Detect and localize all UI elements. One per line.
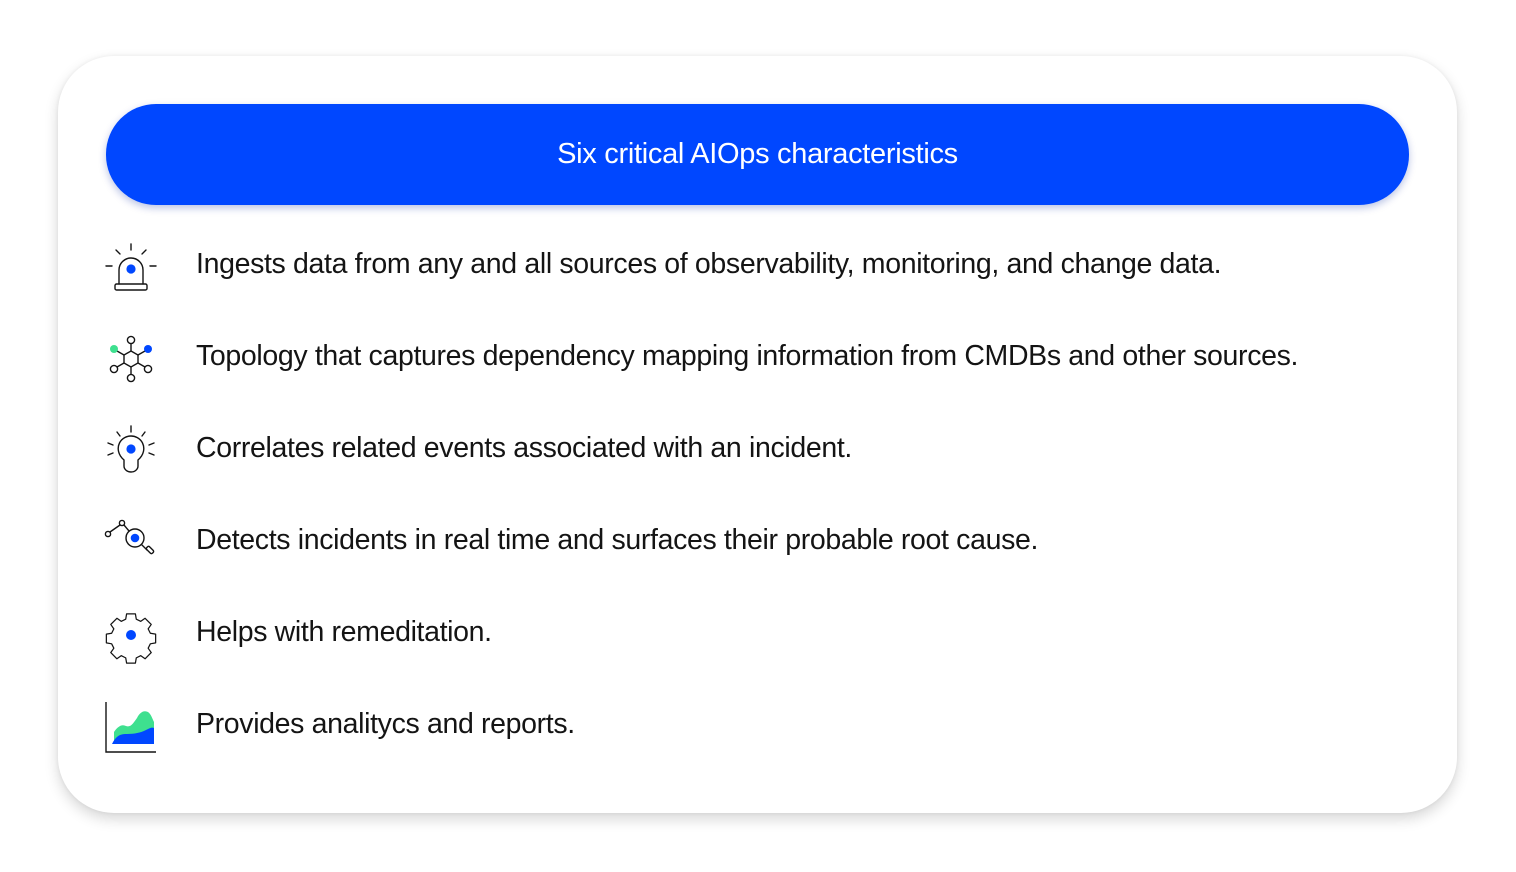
lightbulb-icon — [104, 424, 158, 478]
item-text: Detects incidents in real time and surfaces their probable root cause. — [196, 524, 1039, 556]
area-chart-icon — [104, 700, 158, 754]
item-text: Correlates related events associated with an incident. — [196, 432, 852, 464]
topology-network-icon — [104, 332, 158, 386]
list-item — [104, 416, 1434, 508]
gear-icon — [104, 608, 158, 662]
header-banner — [106, 104, 1409, 205]
magnifier-detect-icon — [104, 516, 158, 570]
item-text: Topology that captures dependency mapping information from CMDBs and other sources. — [196, 340, 1299, 372]
list-item — [104, 324, 1434, 416]
item-text: Provides analitycs and reports. — [196, 708, 575, 740]
item-text: Ingests data from any and all sources of observability, monitoring, and change data. — [196, 248, 1222, 280]
page-title: Six critical AIOps characteristics — [557, 138, 958, 170]
characteristics-list — [104, 232, 1434, 784]
list-item — [104, 692, 1434, 784]
list-item — [104, 600, 1434, 692]
list-item — [104, 232, 1434, 324]
siren-icon — [104, 240, 158, 294]
item-text: Helps with remeditation. — [196, 616, 492, 648]
list-item — [104, 508, 1434, 600]
